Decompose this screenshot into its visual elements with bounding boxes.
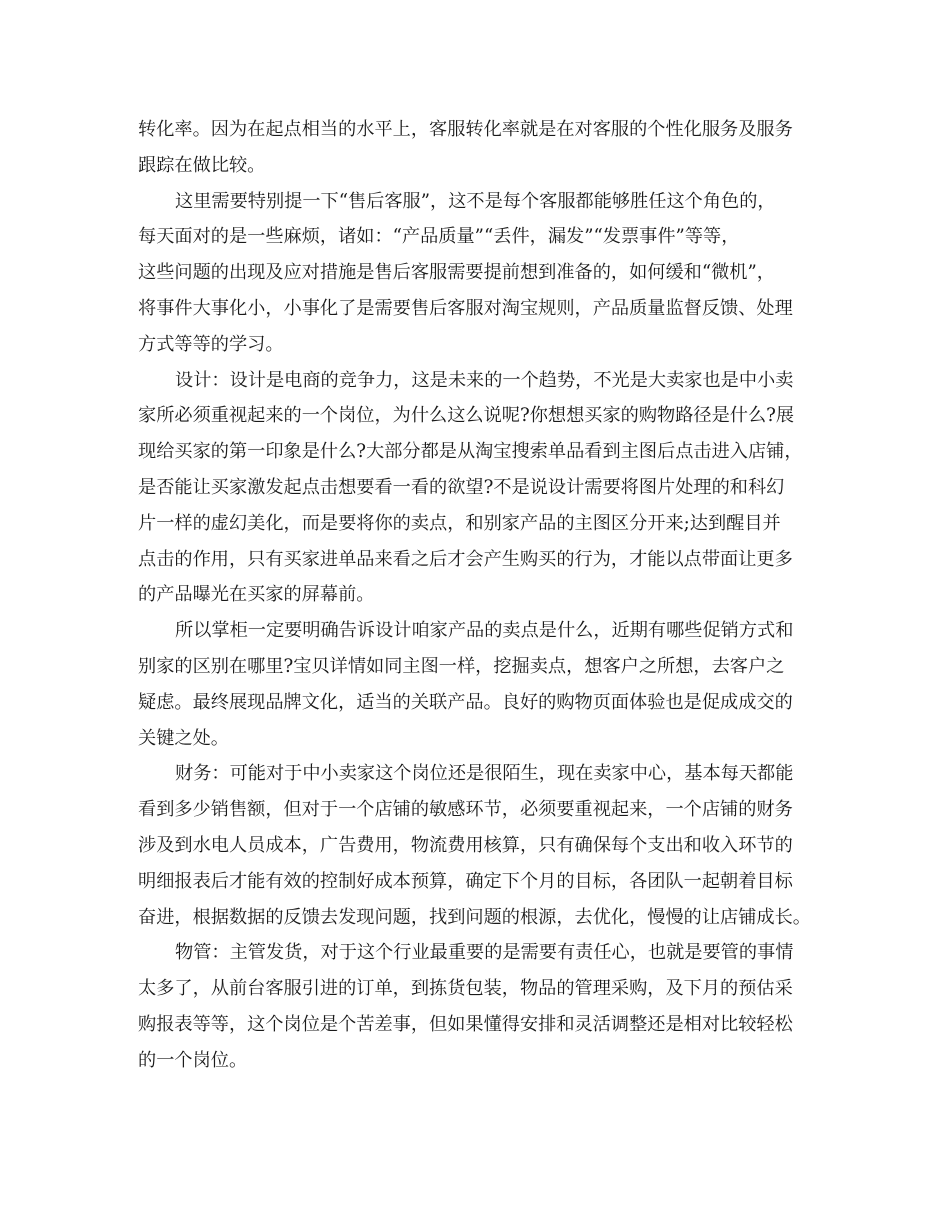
text-line: 的一个岗位。 [138, 1049, 248, 1071]
text-line: 家所必须重视起来的一个岗位，为什么这么说呢?你想想买家的购物路径是什么?展 [138, 405, 795, 427]
text-line: 将事件大事化小，小事化了是需要售后客服对淘宝规则，产品质量监督反馈、处理 [138, 297, 793, 319]
text-line: 关键之处。 [138, 727, 229, 749]
text-line: 奋进，根据数据的反馈去发现问题，找到问题的根源，去优化，慢慢的让店铺成长。 [138, 906, 811, 928]
paragraph-first-line: 物管：主管发货，对于这个行业最重要的是需要有责任心，也就是要管的事情 [175, 942, 794, 964]
text-line: 这些问题的出现及应对措施是售后客服需要提前想到准备的，如何缓和“微机”， [138, 262, 775, 284]
text-line: 跟踪在做比较。 [138, 154, 266, 176]
text-line: 太多了，从前台客服引进的订单，到拣货包装，物品的管理采购，及下月的预估采 [138, 978, 793, 1000]
paragraph-first-line: 财务：可能对于中小卖家这个岗位还是很陌生，现在卖家中心，基本每天都能 [175, 763, 794, 785]
text-line: 的产品曝光在买家的屏幕前。 [138, 584, 375, 606]
body-text [138, 112, 818, 1079]
text-line: 看到多少销售额，但对于一个店铺的敏感环节，必须要重视起来，一个店铺的财务 [138, 799, 793, 821]
text-line: 别家的区别在哪里?宝贝详情如同主图一样，挖掘卖点，想客户之所想，去客户之 [138, 655, 785, 677]
text-line: 明细报表后才能有效的控制好成本预算，确定下个月的目标，各团队一起朝着目标 [138, 870, 793, 892]
text-line: 涉及到水电人员成本，广告费用，物流费用核算，只有确保每个支出和收入环节的 [138, 834, 793, 856]
text-line: 每天面对的是一些麻烦，诸如：“产品质量”“丢件，漏发”“发票事件”等等， [138, 226, 740, 248]
paragraph-first-line: 这里需要特别提一下“售后客服”，这不是每个客服都能够胜任这个角色的， [175, 190, 776, 212]
paragraph-first-line: 所以掌柜一定要明确告诉设计咱家产品的卖点是什么，近期有哪些促销方式和 [175, 620, 794, 642]
text-line: 现给买家的第一印象是什么?大部分都是从淘宝搜索单品看到主图后点击进入店铺， [138, 441, 803, 463]
text-line: 转化率。因为在起点相当的水平上，客服转化率就是在对客服的个性化服务及服务 [138, 119, 793, 140]
text-line: 点击的作用，只有买家进单品来看之后才会产生购买的行为，才能以点带面让更多 [138, 548, 793, 570]
text-line: 疑虑。最终展现品牌文化，适当的关联产品。良好的购物页面体验也是促成成交的 [138, 691, 793, 713]
paragraph-first-line: 设计：设计是电商的竞争力，这是未来的一个趋势，不光是大卖家也是中小卖 [175, 369, 794, 391]
text-line: 是否能让买家激发起点击想要看一看的欲望?不是说设计需要将图片处理的和科幻 [138, 476, 785, 498]
text-line: 购报表等等，这个岗位是个苦差事，但如果懂得安排和灵活调整还是相对比较轻松 [138, 1013, 793, 1035]
text-line: 方式等等的学习。 [138, 333, 284, 355]
text-line: 片一样的虚幻美化，而是要将你的卖点，和别家产品的主图区分开来;达到醒目并 [138, 512, 781, 534]
